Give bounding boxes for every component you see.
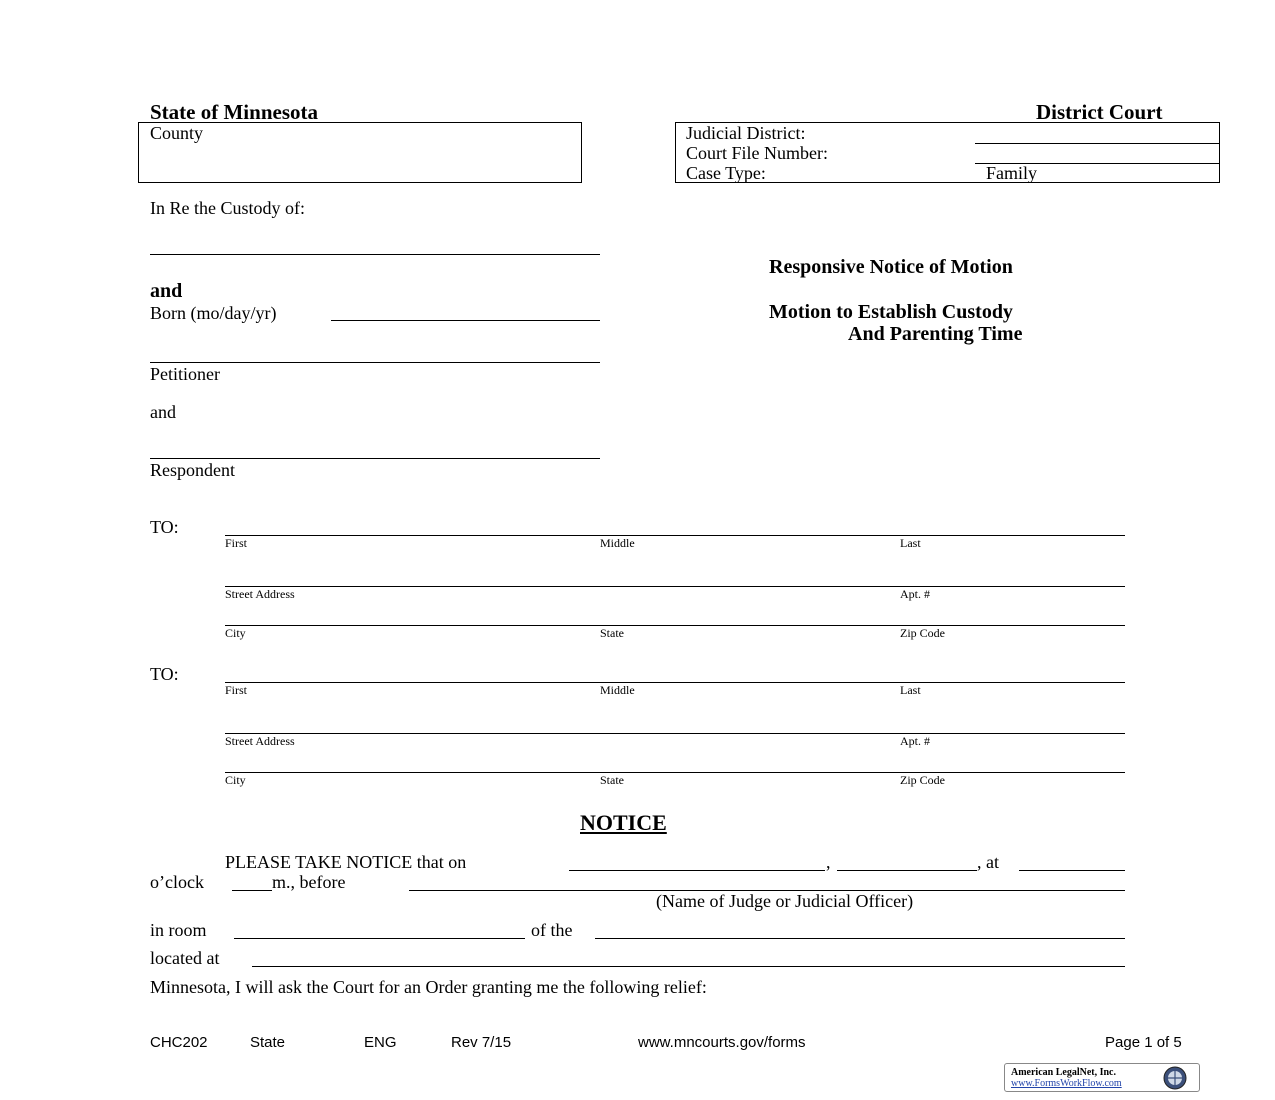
state-caption: State [600, 626, 624, 640]
case-type-value: Family [986, 163, 1038, 183]
located-at-label: located at [150, 948, 220, 968]
form-revision: Rev 7/15 [451, 1034, 512, 1051]
city-caption: City [225, 626, 246, 640]
street-caption: Street Address [225, 587, 295, 601]
notice-line1-start: PLEASE TAKE NOTICE that on [225, 852, 467, 872]
petitioner-label: Petitioner [150, 364, 220, 384]
middle-caption: Middle [600, 683, 635, 697]
judicial-district-label: Judicial District: [686, 123, 806, 143]
first-caption: First [225, 536, 248, 550]
county-box[interactable] [138, 122, 582, 183]
forms-url[interactable]: www.mncourts.gov/forms [638, 1034, 806, 1051]
motion-title-line1: Motion to Establish Custody [769, 301, 1013, 323]
oclock-label: o’clock [150, 872, 204, 892]
respondent-name-field[interactable] [150, 458, 600, 459]
state-title: State of Minnesota [150, 100, 318, 124]
court-file-label: Court File Number: [686, 143, 828, 163]
form-language: ENG [364, 1034, 397, 1051]
page-number: Page 1 of 5 [1105, 1034, 1182, 1051]
motion-title-line2: And Parenting Time [848, 323, 1023, 345]
apt-caption: Apt. # [900, 587, 930, 601]
apt-caption: Apt. # [900, 734, 930, 748]
logo-company: American LegalNet, Inc. [1011, 1067, 1116, 1078]
responsive-title: Responsive Notice of Motion [769, 256, 1013, 278]
to-label: TO: [150, 517, 179, 537]
respondent-label: Respondent [150, 460, 235, 480]
and-label: and [150, 402, 176, 422]
court-info-box [675, 122, 1220, 183]
street-caption: Street Address [225, 734, 295, 748]
and-bold-label: and [150, 280, 183, 302]
notice-line1-comma: , [826, 852, 831, 872]
first-caption: First [225, 683, 248, 697]
last-caption: Last [900, 683, 921, 697]
last-caption: Last [900, 536, 921, 550]
judge-caption: (Name of Judge or Judicial Officer) [656, 891, 914, 911]
courthouse-field[interactable] [595, 938, 1125, 939]
am-pm-field[interactable] [232, 890, 272, 891]
globe-icon [1163, 1066, 1187, 1090]
city-field[interactable] [225, 772, 1125, 773]
of-the-label: of the [531, 920, 573, 940]
case-type-label: Case Type: [686, 163, 766, 183]
room-label: in room [150, 920, 207, 940]
county-label: County [150, 123, 204, 143]
name-field[interactable] [225, 682, 1125, 683]
notice-heading: NOTICE [580, 810, 667, 835]
location-field[interactable] [252, 966, 1125, 967]
street-field[interactable] [225, 733, 1125, 734]
zip-caption: Zip Code [900, 626, 945, 640]
born-label: Born (mo/day/yr) [150, 303, 277, 323]
hearing-date-field[interactable] [569, 870, 825, 871]
relief-statement: Minnesota, I will ask the Court for an Order granting me the following relief: [150, 977, 707, 997]
notice-line1-at: , at [977, 852, 999, 872]
city-field[interactable] [225, 625, 1125, 626]
hearing-year-field[interactable] [837, 870, 977, 871]
judicial-district-field[interactable] [975, 143, 1220, 144]
in-re-label: In Re the Custody of: [150, 198, 305, 218]
city-caption: City [225, 773, 246, 787]
room-field[interactable] [234, 938, 525, 939]
form-scope: State [250, 1034, 286, 1051]
m-before-label: m., before [272, 872, 346, 892]
middle-caption: Middle [600, 536, 635, 550]
born-date-field[interactable] [331, 320, 600, 321]
hearing-time-field[interactable] [1019, 870, 1125, 871]
state-caption: State [600, 773, 624, 787]
to-label: TO: [150, 664, 179, 684]
petitioner-name-field[interactable] [150, 362, 600, 363]
child-name-field[interactable] [150, 254, 600, 255]
logo-url[interactable]: www.FormsWorkFlow.com [1011, 1078, 1122, 1089]
court-title: District Court [1036, 100, 1163, 124]
american-legalnet-logo[interactable] [1004, 1063, 1200, 1092]
zip-caption: Zip Code [900, 773, 945, 787]
name-field[interactable] [225, 535, 1125, 536]
form-id: CHC202 [150, 1034, 208, 1051]
street-field[interactable] [225, 586, 1125, 587]
